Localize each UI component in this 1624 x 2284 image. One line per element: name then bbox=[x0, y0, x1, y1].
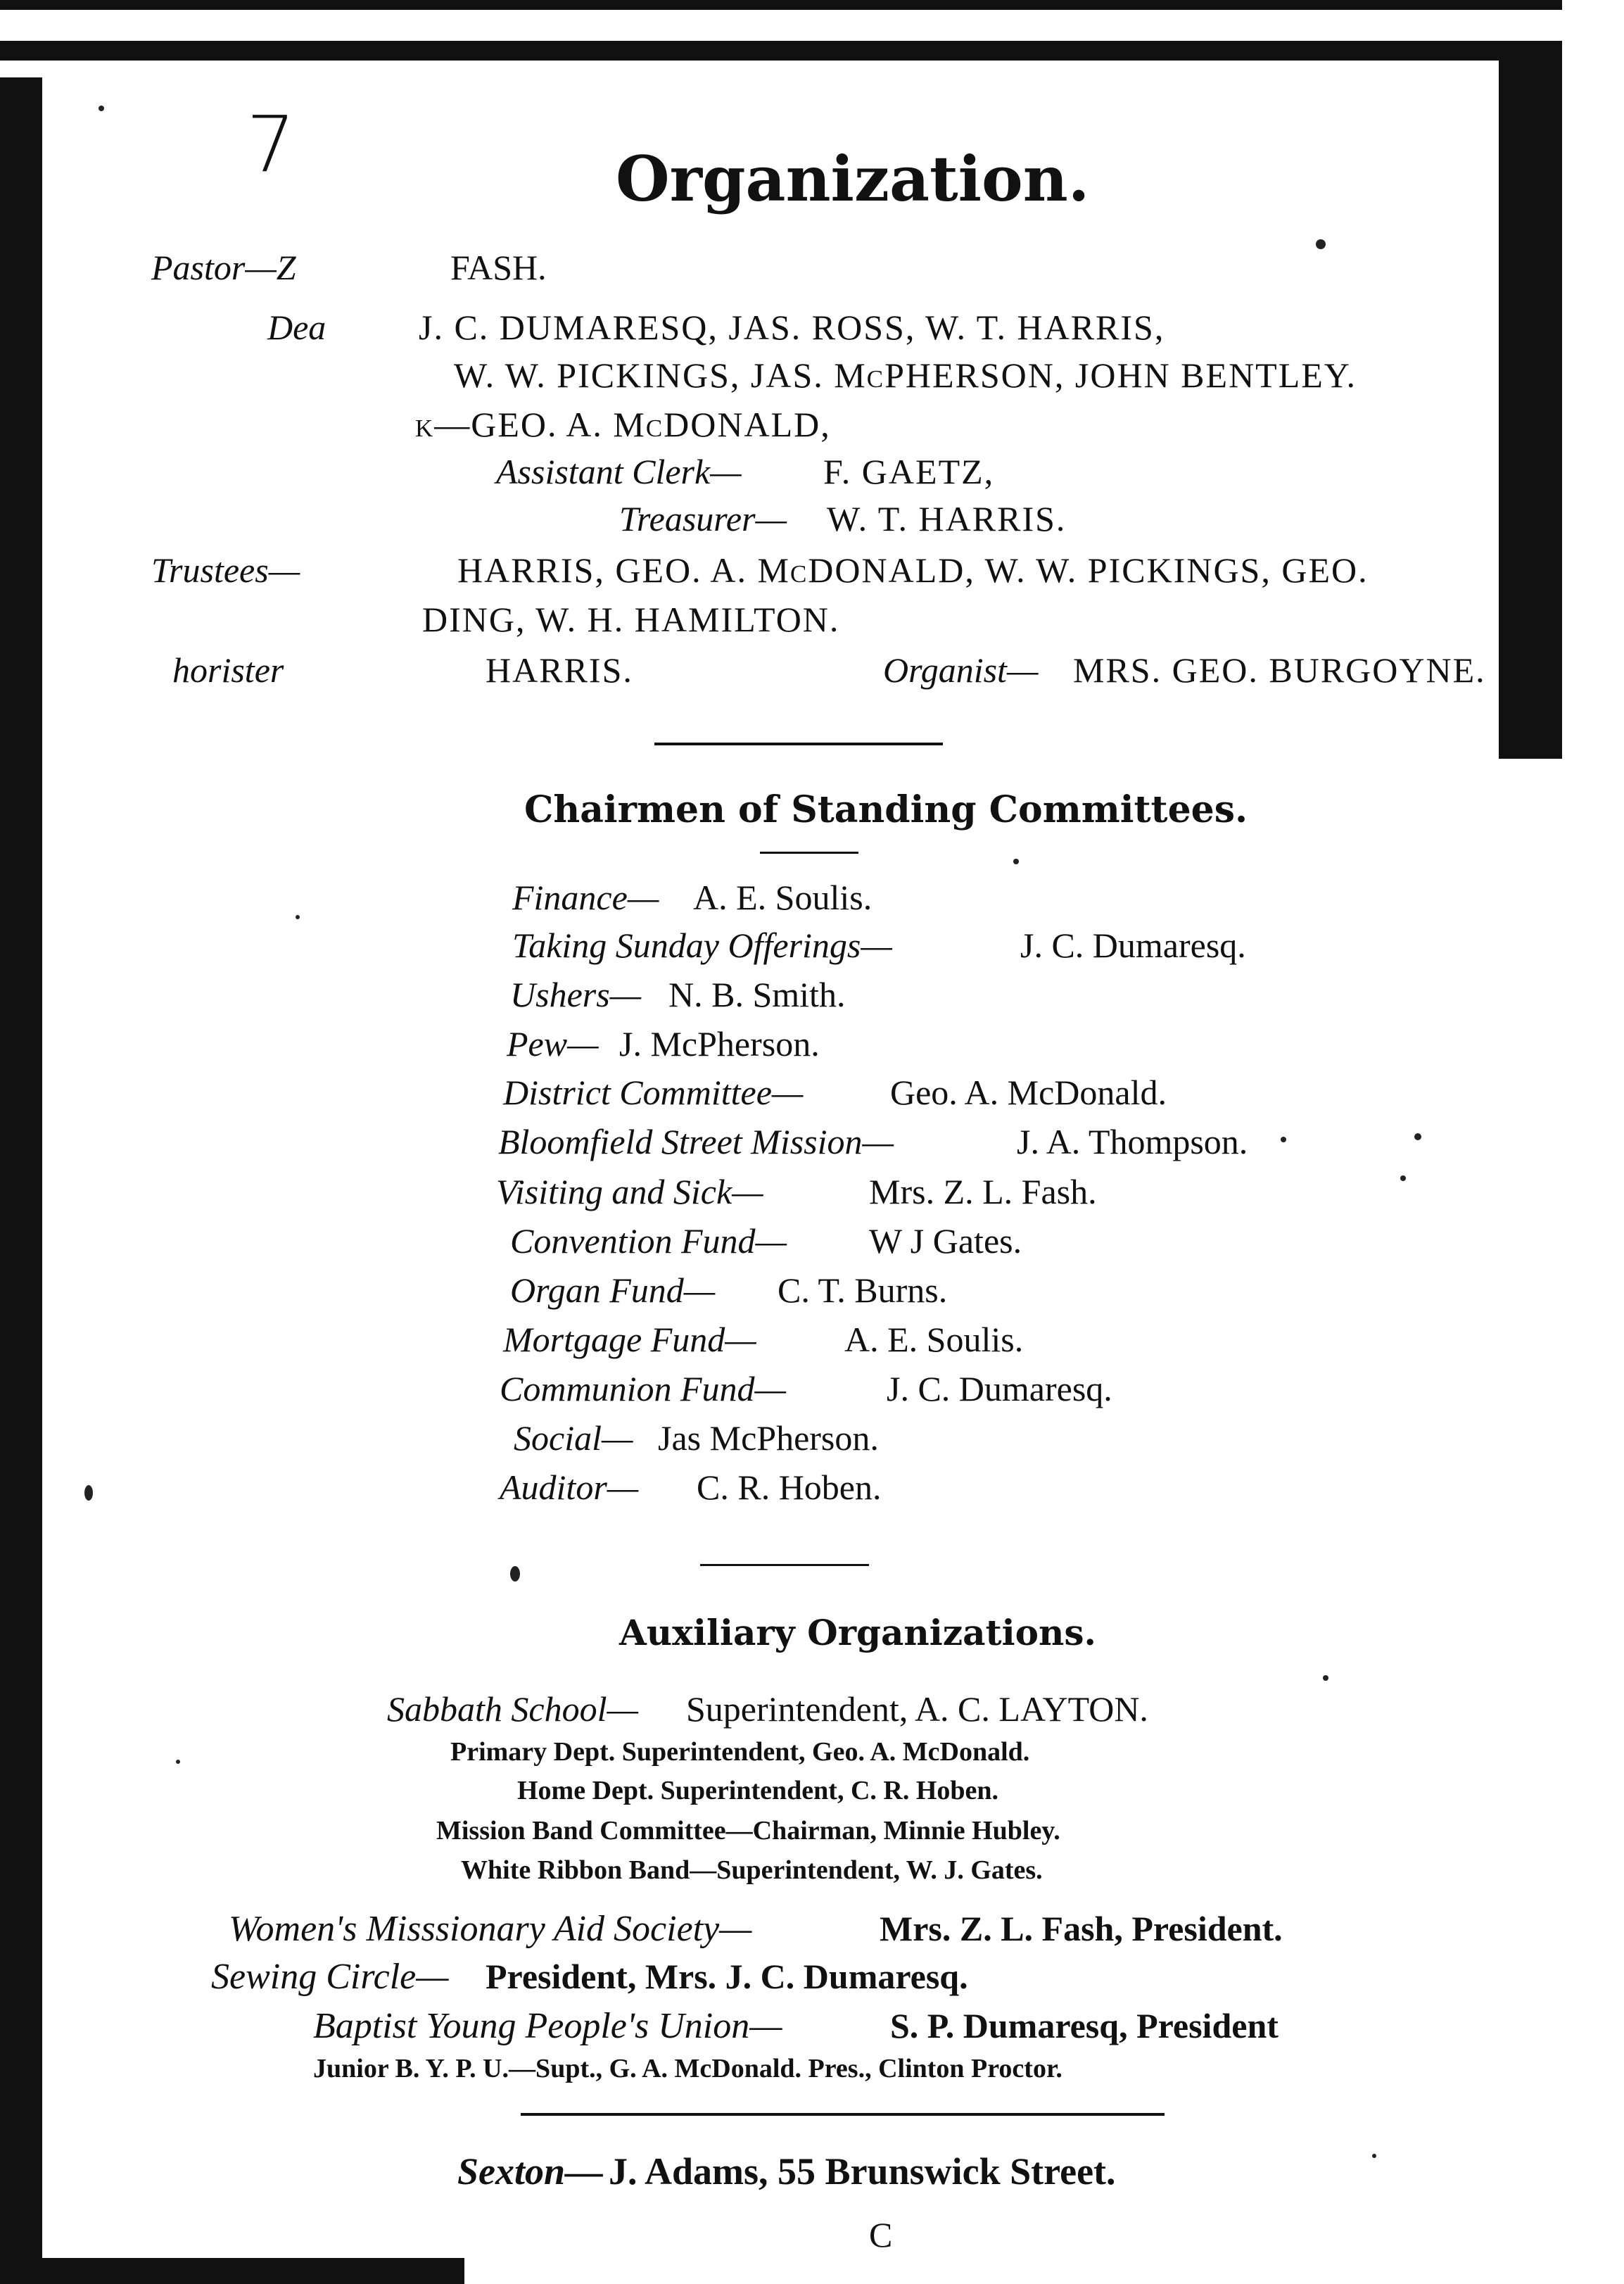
committee-label: Organ Fund— bbox=[510, 1270, 716, 1310]
committee-value: W J Gates. bbox=[869, 1221, 1022, 1261]
committee-label: Auditor— bbox=[500, 1468, 639, 1507]
junior-bypu: Junior B. Y. P. U.—Supt., G. A. McDonald. Pres., Clinton Proctor. bbox=[313, 2054, 1062, 2083]
treasurer-label: Treasurer— bbox=[619, 499, 787, 538]
committee-label: Social— bbox=[514, 1418, 633, 1458]
assistant-clerk-label: Assistant Clerk— bbox=[496, 452, 742, 491]
committee-value: N. B. Smith. bbox=[668, 975, 846, 1014]
sabbath-school-label: Sabbath School— bbox=[387, 1689, 638, 1729]
committee-label: Visiting and Sick— bbox=[496, 1172, 763, 1211]
committee-label: Finance— bbox=[512, 878, 659, 917]
chorister-label: horister bbox=[172, 650, 284, 690]
committee-value: C. T. Burns. bbox=[778, 1270, 948, 1310]
divider-1 bbox=[654, 743, 943, 745]
assistant-clerk-value: F. GAETZ, bbox=[823, 452, 995, 491]
womens-society-label: Women's Misssionary Aid Society— bbox=[229, 1909, 752, 1949]
committee-label: Mortgage Fund— bbox=[503, 1320, 756, 1359]
bottom-mark: C bbox=[869, 2215, 893, 2254]
deacons-label: Dea bbox=[267, 308, 326, 347]
aux-sub-item: Home Dept. Superintendent, C. R. Hoben. bbox=[517, 1776, 999, 1805]
organist-value: MRS. GEO. BURGOYNE. bbox=[1073, 650, 1486, 690]
deacons-line-2: W. W. PICKINGS, JAS. McPHERSON, JOHN BENTLEY. bbox=[454, 355, 1357, 395]
committee-value: Geo. A. McDonald. bbox=[890, 1073, 1167, 1112]
chorister-value: HARRIS. bbox=[486, 650, 633, 690]
pastor-value: FASH. bbox=[450, 248, 547, 287]
committee-value: Jas McPherson. bbox=[658, 1418, 879, 1458]
bypu-label: Baptist Young People's Union— bbox=[313, 2006, 782, 2046]
committee-label: District Committee— bbox=[503, 1073, 804, 1112]
committee-label: Pew— bbox=[507, 1024, 599, 1064]
committee-label: Convention Fund— bbox=[510, 1221, 787, 1261]
sexton-label: Sexton— bbox=[457, 2150, 604, 2192]
page-title: Organization. bbox=[616, 142, 1090, 215]
trustees-line-1: HARRIS, GEO. A. McDONALD, W. W. PICKINGS, GEO. bbox=[457, 550, 1369, 590]
corner-mark: 7 bbox=[246, 99, 296, 189]
committee-label: Bloomfield Street Mission— bbox=[498, 1122, 894, 1161]
aux-sub-item: Primary Dept. Superintendent, Geo. A. McDonald. bbox=[450, 1737, 1030, 1767]
deacons-line-1: J. C. DUMARESQ, JAS. ROSS, W. T. HARRIS, bbox=[419, 308, 1165, 347]
committee-value: J. C. Dumaresq. bbox=[887, 1369, 1112, 1408]
aux-sub-item: Mission Band Committee—Chairman, Minnie Hubley. bbox=[436, 1816, 1060, 1846]
pastor-label: Pastor—Z bbox=[151, 248, 296, 287]
treasurer-value: W. T. HARRIS. bbox=[827, 499, 1067, 538]
left-scan-border bbox=[0, 77, 42, 2284]
sexton-value: J. Adams, 55 Brunswick Street. bbox=[609, 2150, 1116, 2192]
top-scan-border bbox=[0, 0, 1562, 10]
organist-label: Organist— bbox=[883, 650, 1039, 690]
auxiliary-heading: Auxiliary Organizations. bbox=[619, 1612, 1096, 1653]
committees-heading: Chairmen of Standing Committees. bbox=[524, 788, 1248, 831]
trustees-line-2: DING, W. H. HAMILTON. bbox=[422, 600, 840, 639]
committee-value: J. McPherson. bbox=[619, 1024, 820, 1064]
divider-4 bbox=[521, 2113, 1165, 2116]
divider-2 bbox=[760, 852, 858, 854]
sabbath-school-value: Superintendent, A. C. LAYTON. bbox=[686, 1689, 1148, 1729]
committee-value: J. A. Thompson. bbox=[1017, 1122, 1248, 1161]
committee-value: A. E. Soulis. bbox=[844, 1320, 1024, 1359]
sewing-circle-label: Sewing Circle— bbox=[211, 1957, 449, 1997]
committee-label: Ushers— bbox=[510, 975, 642, 1014]
bypu-value: S. P. Dumaresq, President bbox=[890, 2006, 1279, 2045]
aux-sub-item: White Ribbon Band—Superintendent, W. J. Gates. bbox=[461, 1855, 1043, 1885]
committee-value: C. R. Hoben. bbox=[697, 1468, 882, 1507]
clerk-value: k—GEO. A. McDONALD, bbox=[415, 405, 831, 444]
committee-value: Mrs. Z. L. Fash. bbox=[869, 1172, 1097, 1211]
committee-value: A. E. Soulis. bbox=[693, 878, 873, 917]
divider-3 bbox=[700, 1564, 869, 1566]
right-scan-border bbox=[1499, 41, 1562, 759]
committee-label: Taking Sunday Offerings— bbox=[512, 926, 892, 965]
trustees-label: Trustees— bbox=[151, 550, 300, 590]
womens-society-value: Mrs. Z. L. Fash, President. bbox=[880, 1909, 1283, 1948]
committee-value: J. C. Dumaresq. bbox=[1020, 926, 1246, 965]
sewing-circle-value: President, Mrs. J. C. Dumaresq. bbox=[486, 1957, 968, 1996]
top-scan-border-inner bbox=[0, 41, 1562, 61]
committee-label: Communion Fund— bbox=[500, 1369, 786, 1408]
bottom-scan-border bbox=[42, 2258, 464, 2284]
